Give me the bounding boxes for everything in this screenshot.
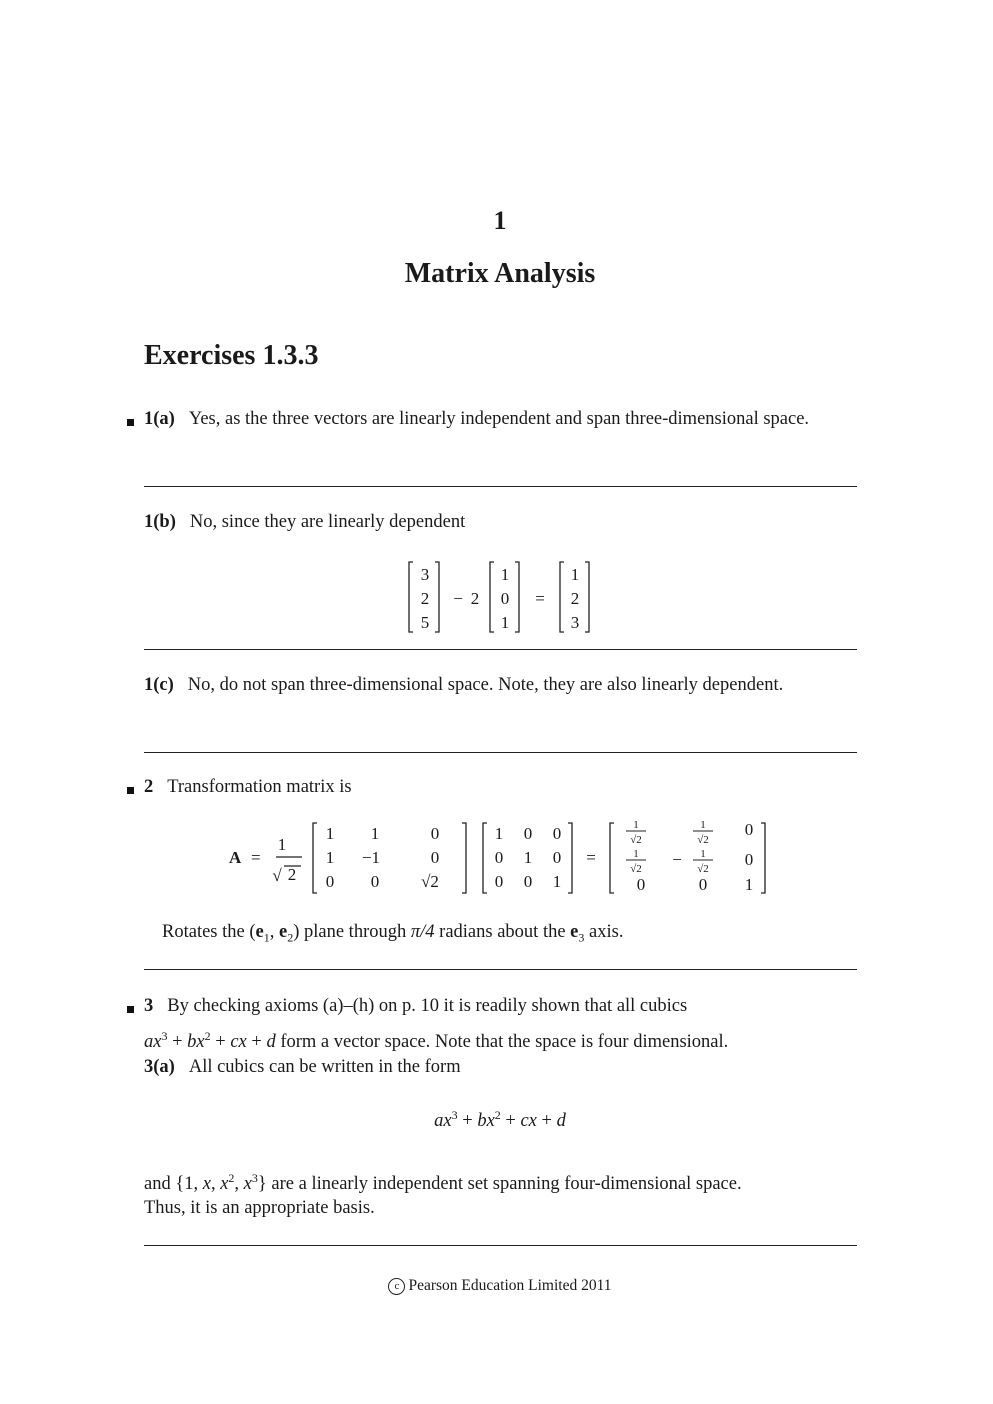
vector-entry: 5	[420, 613, 430, 632]
exercise-1c-text: No, do not span three-dimensional space. Note, they are also linearly dependent.	[187, 675, 784, 695]
svg-text:√2: √2	[630, 834, 642, 846]
coefficient: 2	[470, 589, 480, 608]
transformation-equation	[225, 815, 775, 897]
svg-text:√2: √2	[697, 863, 709, 875]
svg-text:1: 1	[633, 848, 639, 860]
exercise-2-text: Transformation matrix is	[167, 777, 352, 797]
vector-entry: 0	[500, 589, 510, 608]
exercise-1c	[144, 670, 856, 700]
fraction-entry	[626, 819, 713, 875]
divider	[144, 969, 857, 970]
equation-1b	[400, 558, 600, 636]
fraction-numerator: 1	[277, 835, 287, 854]
sqrt-symbol: √	[272, 866, 282, 885]
matrix-entry: √2	[421, 872, 439, 891]
vector-entry: 3	[420, 565, 430, 584]
exercise-2	[144, 772, 856, 802]
exercise-1b-label: 1(b)	[144, 512, 176, 532]
matrix-entry: 0	[744, 820, 754, 839]
matrix-entry: 0	[552, 824, 562, 843]
exercise-3-intro: 3 By checking axioms (a)–(h) on p. 10 it is readily shown that all cubics	[144, 996, 688, 1016]
chapter-title: Matrix Analysis	[404, 258, 596, 289]
vector-entry: 1	[500, 613, 510, 632]
basis-statement: and {1, x, $x^2$, $x^3$} are a linearly independent set spanning four-dimensional space.	[144, 1171, 742, 1195]
exercise-3-label: 3	[144, 996, 154, 1016]
matrix-entry: 0	[552, 848, 562, 867]
matrix-entry: 0	[636, 875, 646, 894]
matrix-entry: 1	[325, 824, 335, 843]
divider	[144, 752, 857, 753]
matrix-entry: 1	[325, 848, 335, 867]
matrix-entry: 0	[430, 848, 440, 867]
exercise-1c-label: 1(c)	[144, 675, 174, 695]
minus-sign: −	[672, 850, 682, 869]
vector-entry: 1	[500, 565, 510, 584]
exercise-1a-text: Yes, as the three vectors are linearly independent and span three-dimensional space.	[188, 409, 810, 429]
exercise-marker	[127, 1006, 134, 1013]
svg-text:1: 1	[700, 819, 706, 831]
divider	[144, 1245, 857, 1246]
exercise-marker	[127, 419, 134, 426]
svg-text:1: 1	[700, 848, 706, 860]
divider	[144, 486, 857, 487]
matrix-entry: 0	[494, 872, 504, 891]
section-title: Exercises 1.3.3	[144, 340, 319, 371]
footer-copyright: c Pearson Education Limited 2011	[0, 1277, 993, 1295]
copyright-icon: c	[388, 1278, 405, 1295]
matrix-entry: 1	[552, 872, 562, 891]
matrix-entry: 0	[325, 872, 335, 891]
equals-sign: =	[251, 848, 261, 867]
matrix-entry: 0	[744, 850, 754, 869]
exercise-marker	[127, 787, 134, 794]
exercise-3a-label: 3(a)	[144, 1057, 175, 1077]
exercise-1a	[144, 404, 856, 434]
matrix-entry: 0	[370, 872, 380, 891]
matrix-entry: 0	[523, 824, 533, 843]
svg-text:1: 1	[633, 819, 639, 831]
vector-entry: 3	[570, 613, 580, 632]
matrix-entry: 1	[523, 848, 533, 867]
exercise-2-label: 2	[144, 777, 154, 797]
exercise-1a-label: 1(a)	[144, 409, 175, 429]
matrix-entry: 0	[698, 875, 708, 894]
matrix-entry: 1	[370, 824, 380, 843]
divider	[144, 649, 857, 650]
matrix-entry: 1	[494, 824, 504, 843]
equals-sign: =	[586, 848, 596, 867]
rotation-note: Rotates the ($e_1$, $e_2$) plane through π/4 radians about the $e_3$ axis.	[162, 922, 624, 945]
exercise-1b-text: No, since they are linearly dependent	[189, 512, 466, 532]
matrix-entry: −1	[361, 848, 381, 867]
vector-entry: 1	[570, 565, 580, 584]
fraction-denominator: 2	[287, 865, 297, 884]
svg-text:√2: √2	[630, 863, 642, 875]
matrix-A-symbol: A	[229, 848, 242, 867]
chapter-number: 1	[493, 206, 507, 235]
exercise-3-intro-line2: $ax^3 + bx^2$ + cx + d form a vector space. Note that the space is four dimensional.	[144, 1029, 729, 1053]
vector-entry: 2	[420, 589, 430, 608]
equals-sign: =	[535, 589, 545, 608]
matrix-entry: 0	[430, 824, 440, 843]
minus-sign: −	[453, 589, 463, 608]
matrix-entry: 1	[744, 875, 754, 894]
cubic-form-equation: $ax^3 + bx^2$ + cx + d	[434, 1108, 566, 1132]
vector-entry: 2	[570, 589, 580, 608]
exercise-1b	[144, 507, 856, 537]
matrix-entry: 0	[494, 848, 504, 867]
matrix-entry: 0	[523, 872, 533, 891]
exercise-3a: 3(a) All cubics can be written in the form	[144, 1057, 461, 1077]
svg-text:√2: √2	[697, 834, 709, 846]
basis-conclusion: Thus, it is an appropriate basis.	[144, 1198, 375, 1218]
